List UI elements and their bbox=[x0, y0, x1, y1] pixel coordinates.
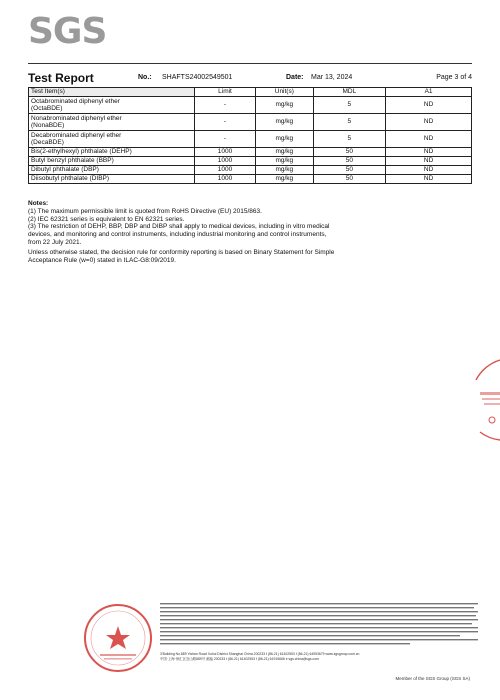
col-header-unit: Unit(s) bbox=[256, 88, 314, 97]
item-name-line: (DecaBDE) bbox=[31, 139, 64, 146]
cell-unit: mg/kg bbox=[256, 148, 314, 157]
cell-mdl: 5 bbox=[313, 114, 386, 131]
cell-a1: ND bbox=[386, 166, 472, 175]
report-date: Mar 13, 2024 bbox=[311, 74, 353, 81]
cell-limit: - bbox=[194, 97, 255, 114]
table-header-row bbox=[29, 88, 472, 97]
cell-a1: ND bbox=[386, 157, 472, 166]
note-2: (2) IEC 62321 series is equivalent to EN 62321 series. bbox=[28, 215, 185, 223]
results-table bbox=[28, 87, 472, 184]
col-header-mdl: MDL bbox=[313, 88, 386, 97]
cell-test-item bbox=[29, 131, 195, 148]
cell-test-item bbox=[29, 97, 195, 114]
table-row bbox=[29, 175, 472, 184]
table-row bbox=[29, 166, 472, 175]
col-header-test-item: Test Item(s) bbox=[29, 88, 195, 97]
item-name-line: Nonabrominated diphenyl ether bbox=[31, 114, 122, 122]
cell-limit: 1000 bbox=[194, 166, 255, 175]
cell-test-item: Bis(2-ethylhexyl) phthalate (DEHP) bbox=[29, 148, 195, 157]
cell-mdl: 50 bbox=[313, 175, 386, 184]
cell-mdl: 5 bbox=[313, 97, 386, 114]
legal-disclaimer-fineprint bbox=[160, 602, 478, 648]
cell-test-item: Butyl benzyl phthalate (BBP) bbox=[29, 157, 195, 166]
cell-a1: ND bbox=[386, 175, 472, 184]
date-label: Date: bbox=[286, 74, 304, 81]
table-row bbox=[29, 131, 472, 148]
report-number: SHAFTS24002549501 bbox=[162, 74, 233, 81]
cell-unit: mg/kg bbox=[256, 166, 314, 175]
cell-test-item: Diisobutyl phthalate (DIBP) bbox=[29, 175, 195, 184]
cell-unit: mg/kg bbox=[256, 175, 314, 184]
notes-section bbox=[28, 200, 472, 264]
cell-limit: - bbox=[194, 114, 255, 131]
cell-unit: mg/kg bbox=[256, 97, 314, 114]
note-3-cont: from 22 July 2021. bbox=[28, 238, 82, 246]
item-name-line: Octabrominated diphenyl ether bbox=[31, 97, 120, 105]
cell-mdl: 50 bbox=[313, 166, 386, 175]
cell-a1: ND bbox=[386, 114, 472, 131]
col-header-limit: Limit bbox=[194, 88, 255, 97]
decision-rule-text: Unless otherwise stated, the decision rule for conformity reporting is based on Binary Statement for Simple bbox=[28, 248, 335, 256]
cell-limit: 1000 bbox=[194, 157, 255, 166]
table-row bbox=[29, 114, 472, 131]
cell-a1: ND bbox=[386, 131, 472, 148]
table-row bbox=[29, 97, 472, 114]
cell-mdl: 5 bbox=[313, 131, 386, 148]
logo-text: SGS bbox=[28, 11, 107, 52]
col-header-a1: A1 bbox=[386, 88, 472, 97]
footer-contact bbox=[160, 652, 478, 662]
cell-a1: ND bbox=[386, 97, 472, 114]
contact-line-cn: 中国·上海·徐汇区宜山路889号 邮编 200233 t (86-21) 61402553 f (86-21) 61915666 e sgs.china@sgs.com bbox=[160, 657, 319, 661]
report-title: Test Report bbox=[28, 71, 94, 85]
cell-limit: 1000 bbox=[194, 148, 255, 157]
cell-unit: mg/kg bbox=[256, 114, 314, 131]
cell-unit: mg/kg bbox=[256, 157, 314, 166]
report-number-label: No.: bbox=[138, 74, 152, 81]
contact-line-en: 3’Building No.889 Yishan Road Xuhui District Shanghai China 200233 t (86-21) 61402553 f (86-21) 64953679 www.sgsgroup.com.cn bbox=[160, 652, 360, 656]
cell-a1: ND bbox=[386, 148, 472, 157]
notes-title: Notes: bbox=[28, 200, 49, 207]
cell-limit: 1000 bbox=[194, 175, 255, 184]
note-3: (3) The restriction of DEHP, BBP, DBP and DIBP shall apply to medical devices, including in vitro medical bbox=[28, 223, 330, 231]
cell-mdl: 50 bbox=[313, 157, 386, 166]
header-divider bbox=[28, 63, 472, 64]
cell-test-item: Dibutyl phthalate (DBP) bbox=[29, 166, 195, 175]
page-number: Page 3 of 4 bbox=[436, 74, 472, 81]
table-row bbox=[29, 148, 472, 157]
cell-unit: mg/kg bbox=[256, 131, 314, 148]
decision-rule-text-cont: Acceptance Rule (w=0) stated in ILAC-G8:09/2019. bbox=[28, 256, 176, 264]
table-row bbox=[29, 157, 472, 166]
member-statement: Member of the SGS Group (SGS SA) bbox=[395, 676, 470, 681]
official-seal bbox=[80, 600, 156, 676]
note-1: (1) The maximum permissible limit is quoted from RoHS Directive (EU) 2015/863. bbox=[28, 207, 262, 215]
sgs-logo bbox=[28, 11, 107, 52]
item-name-line: (OctaBDE) bbox=[31, 105, 63, 112]
item-name-line: Decabrominated diphenyl ether bbox=[31, 131, 122, 139]
cell-test-item bbox=[29, 114, 195, 131]
report-header-row bbox=[28, 70, 472, 86]
cell-mdl: 50 bbox=[313, 148, 386, 157]
cell-limit: - bbox=[194, 131, 255, 148]
item-name-line: (NonaBDE) bbox=[31, 122, 65, 129]
note-3-cont: devices, and monitoring and control instruments, including industrial monitoring and control instruments, bbox=[28, 231, 327, 239]
partial-stamp bbox=[466, 340, 500, 450]
